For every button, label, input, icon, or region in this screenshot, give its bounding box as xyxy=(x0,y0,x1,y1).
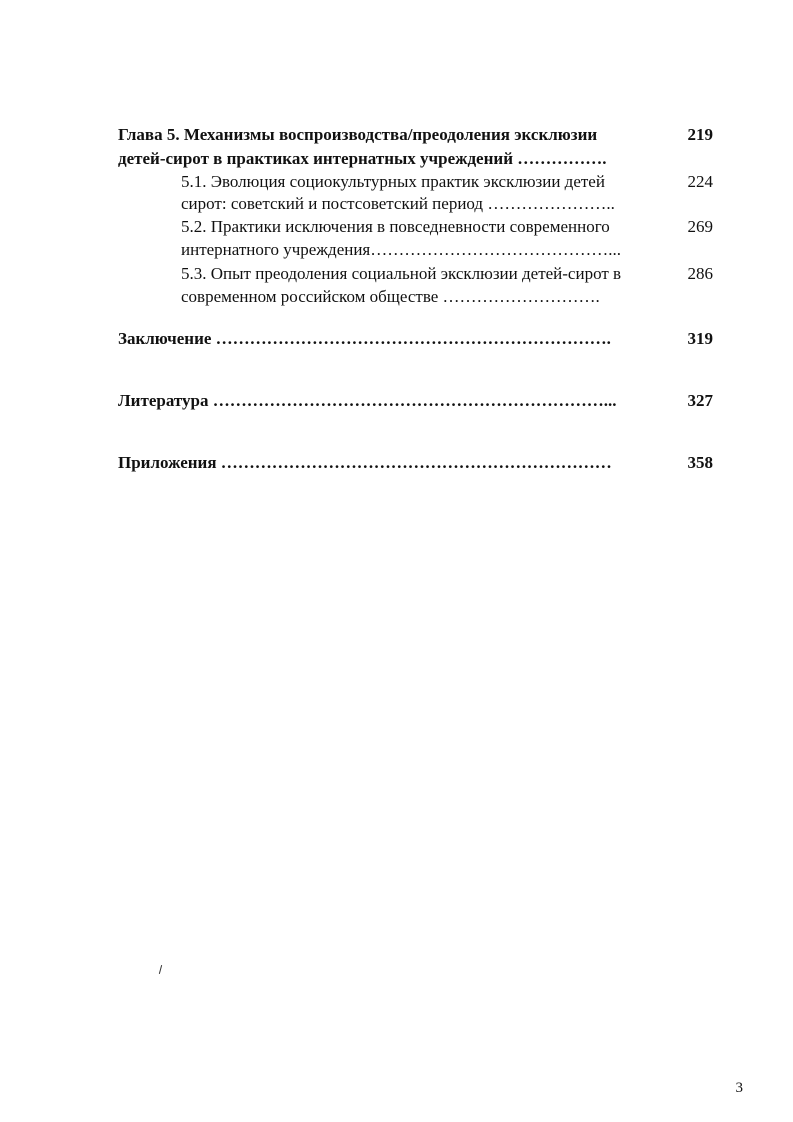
section-5-1-line2: сирот: советский и постсоветский период ………………….. xyxy=(181,194,615,213)
chapter-5-title-line2: детей-сирот в практиках интернатных учреждений ……………. xyxy=(118,149,607,168)
page-number: 3 xyxy=(735,1080,743,1096)
appendices-page: 358 xyxy=(687,453,713,472)
section-5-3-page: 286 xyxy=(687,264,713,283)
section-5-1-line1: 5.1. Эволюция социокультурных практик эксклюзии детей xyxy=(181,172,605,191)
conclusion-entry: Заключение ……………………………………………………………. xyxy=(118,329,611,348)
section-5-2-line1: 5.2. Практики исключения в повседневности современного xyxy=(181,217,610,236)
appendices-entry: Приложения …………………………………………………………… xyxy=(118,453,612,472)
scan-speck xyxy=(159,965,162,974)
conclusion-page: 319 xyxy=(687,329,713,348)
literature-entry: Литература ……………………………………………………………... xyxy=(118,391,617,410)
section-5-3-line1: 5.3. Опыт преодоления социальной эксклюзии детей-сирот в xyxy=(181,264,622,283)
section-5-2-page: 269 xyxy=(687,217,713,236)
chapter-5-title-line1: Глава 5. Механизмы воспроизводства/преодоления эксклюзии xyxy=(118,125,598,144)
section-5-2-line2: интернатного учреждения……………………………………... xyxy=(181,240,621,259)
section-5-3-line2: современном российском обществе ………………………. xyxy=(181,287,600,306)
section-5-1-page: 224 xyxy=(687,172,713,191)
chapter-5-page: 219 xyxy=(687,125,713,144)
literature-page: 327 xyxy=(687,391,713,410)
